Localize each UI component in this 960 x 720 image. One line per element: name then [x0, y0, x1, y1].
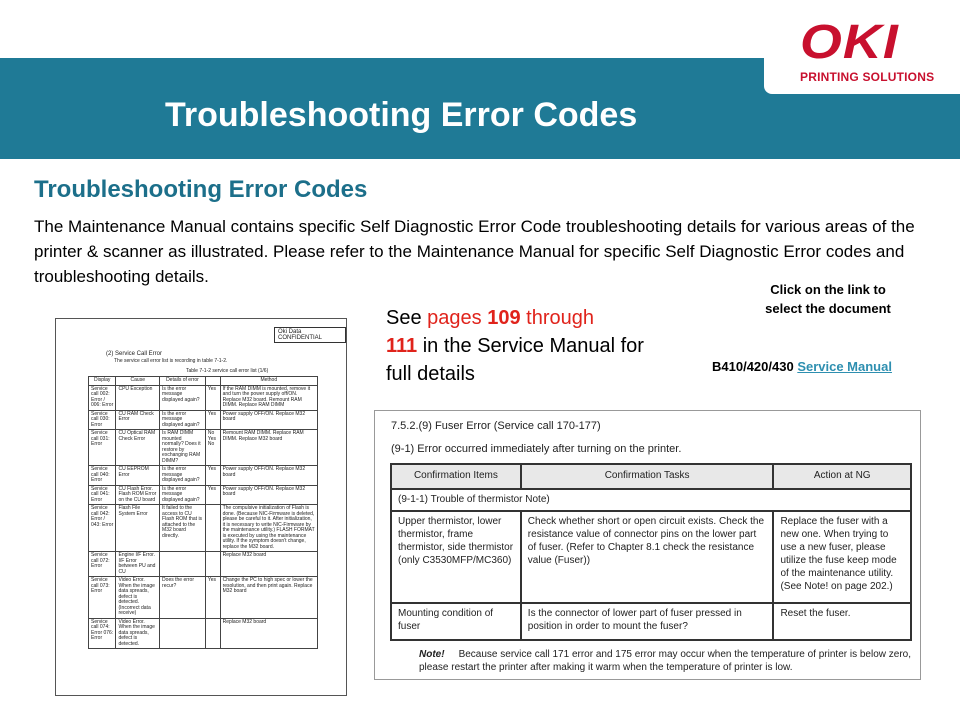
table-cell: Yes	[205, 385, 220, 410]
table-cell: If the RAM DIMM is mounted, remove it and turn the power supply off/ON. Replace M32 board. Remount RAM DIMM. Replace RAM DIMM	[220, 385, 317, 410]
table-cell: Video Error. When the image data spreads, defect is detected. (Incorrect data receive)	[116, 577, 160, 619]
col-header: Details of error	[160, 377, 206, 386]
table-cell	[205, 552, 220, 577]
pages-text: pages	[427, 307, 488, 329]
group-label: (9-1-1) Trouble of thermistor Note)	[391, 489, 911, 512]
table-header-row	[391, 464, 911, 489]
table-cell: Service call 072: Error	[89, 552, 116, 577]
table-cell: Service call 073: Error	[89, 577, 116, 619]
service-call-error-table	[88, 376, 318, 649]
page-end: 111	[386, 335, 418, 357]
service-manual-link[interactable]: Service Manual	[797, 359, 892, 374]
col-header: Display	[89, 377, 116, 386]
table-row	[89, 552, 318, 577]
fuser-note	[419, 648, 914, 674]
table-row	[89, 505, 318, 552]
table-row	[89, 430, 318, 466]
manual-link-line	[712, 359, 892, 374]
table-cell: Service call 040: Error	[89, 466, 116, 486]
action-at-ng: Replace the fuser with a new one. When trying to use a new fuser, please utilize the fuse keep mode of the maintenance utility. (See Note! on page 202.)	[773, 511, 911, 603]
fuser-section-heading: 7.5.2.(9) Fuser Error (Service call 170-177)	[391, 420, 601, 432]
table-cell: Service call 042: Error / 043: Error	[89, 505, 116, 552]
table-cell: Is the error message displayed again?	[160, 466, 206, 486]
table-header-row	[89, 377, 318, 386]
table-cell: Remount RAM DIMM. Replace RAM DIMM. Replace M32 board	[220, 430, 317, 466]
table-cell: Engine I/F Error. I/F Error between PU and CU	[116, 552, 160, 577]
table-cell	[160, 552, 206, 577]
page-title: Troubleshooting Error Codes	[165, 96, 638, 134]
table-row	[391, 511, 911, 603]
table-cell: Is the error message displayed again?	[160, 385, 206, 410]
action-at-ng: Reset the fuser.	[773, 603, 911, 640]
table-cell: Yes	[205, 485, 220, 505]
table-cell: Service call 002: Error / 006: Error	[89, 385, 116, 410]
table-cell	[205, 618, 220, 649]
table-cell: Power supply OFF/ON. Replace M32 board	[220, 485, 317, 505]
table-cell: Service call 074: Error 076: Error	[89, 618, 116, 649]
table-cell: Is the error message displayed again?	[160, 410, 206, 430]
table-cell	[205, 505, 220, 552]
table-cell: No Yes No	[205, 430, 220, 466]
table-cell: CU Optical RAM Check Error	[116, 430, 160, 466]
table-cell: Yes	[205, 410, 220, 430]
table-cell: Does the error recur?	[160, 577, 206, 619]
table-cell: CU EEPROM Error	[116, 466, 160, 486]
table-cell: The compulsive initialization of Flash is done. (Because NIC-Firmware is deleted, please be careful to it. After initialization, it is necessary to write NIC-Firmware by the maintenance utility.) FLASH FORMAT is executed by using the maintenance utility. If the symptom doesn't change, replace the M32 board.	[220, 505, 317, 552]
oki-logo	[800, 16, 950, 84]
table-row	[89, 577, 318, 619]
col-header: Cause	[116, 377, 160, 386]
table-cell: Replace M32 board	[220, 552, 317, 577]
fuser-subheading: (9-1) Error occurred immediately after turning on the printer.	[391, 443, 682, 455]
table-cell: Power supply OFF/ON. Replace M32 board	[220, 410, 317, 430]
table-cell: It failed to the access to CU Flash ROM that is attached to the M32 board directly.	[160, 505, 206, 552]
table-cell: Is the error message displayed again?	[160, 485, 206, 505]
table-cell: CU Flash Error. Flash ROM Error on the CU board	[116, 485, 160, 505]
confirmation-task: Is the connector of lower part of fuser pressed in position in order to mount the fuser?	[521, 603, 774, 640]
col-header	[205, 377, 220, 386]
table-row	[89, 385, 318, 410]
logo-wordmark: OKI	[800, 16, 899, 69]
logo-tagline: PRINTING SOLUTIONS	[800, 70, 935, 84]
fuser-error-table	[390, 463, 912, 641]
confirmation-item: Upper thermistor, lower thermistor, frame thermistor, side thermistor (only C3530MFP/MC360)	[391, 511, 521, 603]
table-cell	[160, 618, 206, 649]
see-pages-text	[386, 304, 656, 388]
model-label: B410/420/430	[712, 359, 794, 374]
see-pages-tail: in the Service Manual for full details	[386, 335, 644, 385]
confirmation-item: Mounting condition of fuser	[391, 603, 521, 640]
note-label: Note!	[419, 649, 445, 660]
doc-subheading: The service call error list is recording in table 7-1-2.	[114, 358, 228, 364]
table-row	[89, 466, 318, 486]
confidential-label: Oki Data CONFIDENTIAL	[274, 327, 346, 343]
table-cell: Video Error. When the image data spreads, defect is detected.	[116, 618, 160, 649]
col-header: Action at NG	[773, 464, 911, 489]
table-cell: Change the PC to high spec or lower the resolution, and then print again. Replace M32 board	[220, 577, 317, 619]
table-cell: Power supply OFF/ON. Replace M32 board	[220, 466, 317, 486]
through-text: through	[520, 307, 594, 329]
table-row	[89, 485, 318, 505]
section-title: Troubleshooting Error Codes	[34, 176, 368, 203]
confirmation-task: Check whether short or open circuit exists. Check the resistance value of connector pins on the lower part of fuser. (Refer to Chapter 8.1 check the resistance value (Fuser))	[521, 511, 774, 603]
table-cell: Service call 041: Error	[89, 485, 116, 505]
service-call-error-document	[55, 318, 347, 696]
col-header: Method	[220, 377, 317, 386]
click-instruction: Click on the link to select the document	[765, 282, 891, 316]
table-row	[89, 618, 318, 649]
table-group-row	[391, 489, 911, 512]
table-cell: Yes	[205, 577, 220, 619]
see-text: See	[386, 307, 428, 329]
table-cell: Yes	[205, 466, 220, 486]
table-cell: CU RAM Check Error	[116, 410, 160, 430]
col-header: Confirmation Tasks	[521, 464, 774, 489]
col-header: Confirmation Items	[391, 464, 521, 489]
table-row	[391, 603, 911, 640]
table-cell: CPU Exception	[116, 385, 160, 410]
table-caption: Table 7-1-2 service call error list (1/6)	[186, 368, 269, 374]
table-cell: Service call 030: Error	[89, 410, 116, 430]
table-cell: Service call 031: Error	[89, 430, 116, 466]
note-text: Because service call 171 error and 175 error may occur when the temperature of printer is below zero, please restart the printer after making it warm when the temperature of printer is low.	[419, 649, 912, 673]
doc-heading: (2) Service Call Error	[106, 351, 163, 357]
table-cell: Flash File System Error	[116, 505, 160, 552]
table-cell: Replace M32 board	[220, 618, 317, 649]
table-cell: Is RAM DIMM mounted normally? Does it restore by exchanging RAM DIMM?	[160, 430, 206, 466]
page-start: 109	[487, 307, 521, 329]
table-row	[89, 410, 318, 430]
fuser-error-document	[374, 410, 921, 680]
intro-paragraph: The Maintenance Manual contains specific Self Diagnostic Error Code troubleshooting details for various areas of the printer & scanner as illustrated. Please refer to the Maintenance Manual for specific Self Diagnostic Error codes and troubleshooting details.	[34, 217, 915, 286]
